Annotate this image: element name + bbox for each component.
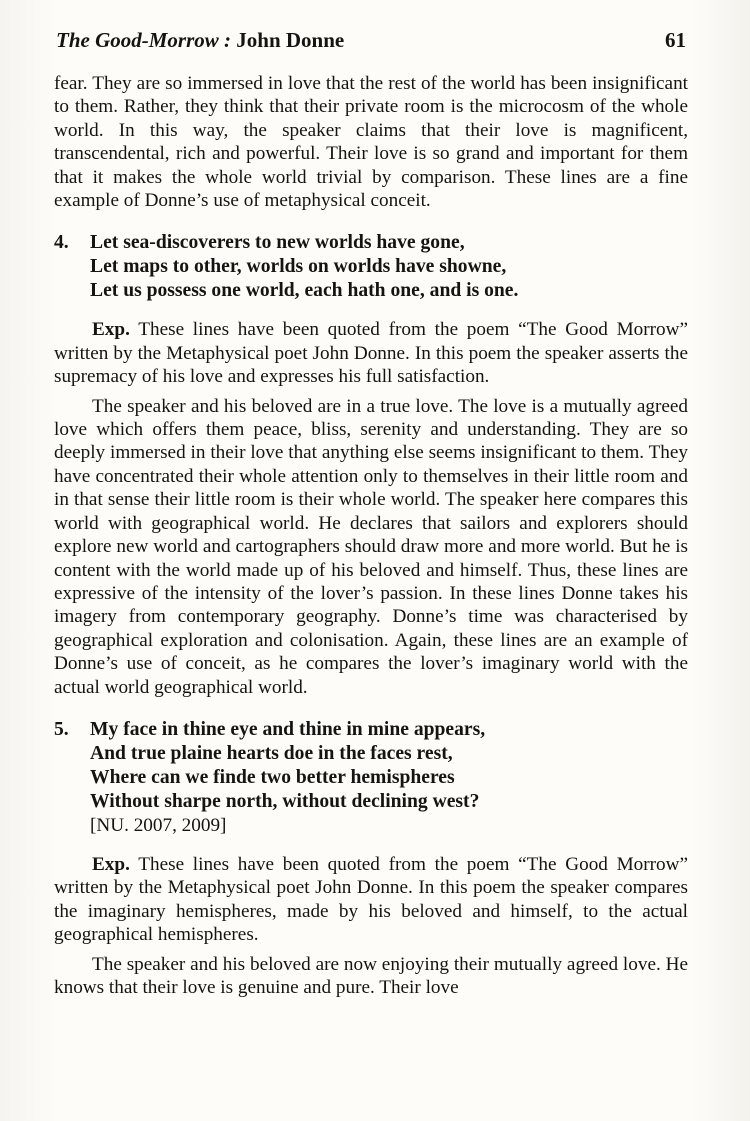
explanation-text: These lines have been quoted from the poem “The Good Morrow” written by the Metaphysical poet John Donne. In this poem the speaker compares the imaginary hemispheres, made by his beloved and himself, to the actual geographical hemispheres. bbox=[54, 853, 689, 946]
quotation-lines bbox=[90, 718, 688, 838]
verse-line: Without sharpe north, without declining west? bbox=[90, 790, 480, 812]
body-paragraph: The speaker and his beloved are in a true love. The love is a mutually agreed love which offers them peace, bliss, serenity and understanding. They are so deeply immersed in their love that anything else seems insignificant to them. They have concentrated their whole attention only to themselves in their little room and in that sense their little room is their whole world. The speaker here compares this world with geographical world. He declares that sailors and explorers should explore new world and cartographers should draw more and more world. But he is content with the world made up of his beloved and himself. Thus, these lines are expressive of the intensity of the lover’s passion. In these lines Donne takes his imagery from contemporary geography. Donne’s time was characterised by geographical exploration and colonisation. Again, these lines are an example of Donne’s use of conceit, as he compares the lover’s imaginary world with the actual world geographical world. bbox=[54, 395, 688, 698]
work-title: The Good-Morrow : bbox=[56, 28, 232, 52]
page-number: 61 bbox=[665, 28, 686, 52]
quotation-4 bbox=[54, 231, 688, 303]
page-body bbox=[54, 72, 688, 999]
quotation-number: 4. bbox=[54, 232, 69, 254]
quotation-number: 5. bbox=[54, 718, 69, 740]
exam-citation: [NU. 2007, 2009] bbox=[90, 814, 227, 836]
explanation-paragraph bbox=[54, 853, 688, 947]
author-name: John Donne bbox=[236, 28, 345, 52]
running-header bbox=[56, 28, 686, 60]
continued-paragraph: fear. They are so immersed in love that the rest of the world has been insignificant to them. Rather, they think that their private room is the microcosm of the whole world. In this way, the speaker claims that their love is magnificent, transcendental, rich and powerful. Their love is so grand and important for them that it makes the whole world trivial by comparison. These lines are a fine example of Donne’s use of metaphysical conceit. bbox=[54, 73, 688, 212]
verse-line: Let sea-discoverers to new worlds have gone, bbox=[90, 232, 465, 254]
verse-line: Where can we finde two better hemispheres bbox=[90, 766, 455, 788]
body-paragraph: The speaker and his beloved are now enjoying their mutually agreed love. He knows that their love is genuine and pure. Their love bbox=[54, 953, 688, 998]
explanation-label: Exp. bbox=[92, 319, 130, 341]
verse-line: My face in thine eye and thine in mine appears, bbox=[90, 718, 486, 740]
quotation-lines bbox=[90, 231, 688, 303]
explanation-label: Exp. bbox=[92, 853, 130, 875]
quotation-5 bbox=[54, 718, 688, 838]
header-title bbox=[56, 28, 344, 53]
verse-line: And true plaine hearts doe in the faces rest, bbox=[90, 742, 453, 764]
explanation-paragraph bbox=[54, 318, 688, 388]
explanation-text: These lines have been quoted from the poem “The Good Morrow” written by the Metaphysical poet John Donne. In this poem the speaker asserts the supremacy of his love and expresses his full satisfaction. bbox=[54, 319, 689, 388]
verse-line: Let us possess one world, each hath one, and is one. bbox=[90, 280, 519, 302]
verse-line: Let maps to other, worlds on worlds have showne, bbox=[90, 256, 507, 278]
